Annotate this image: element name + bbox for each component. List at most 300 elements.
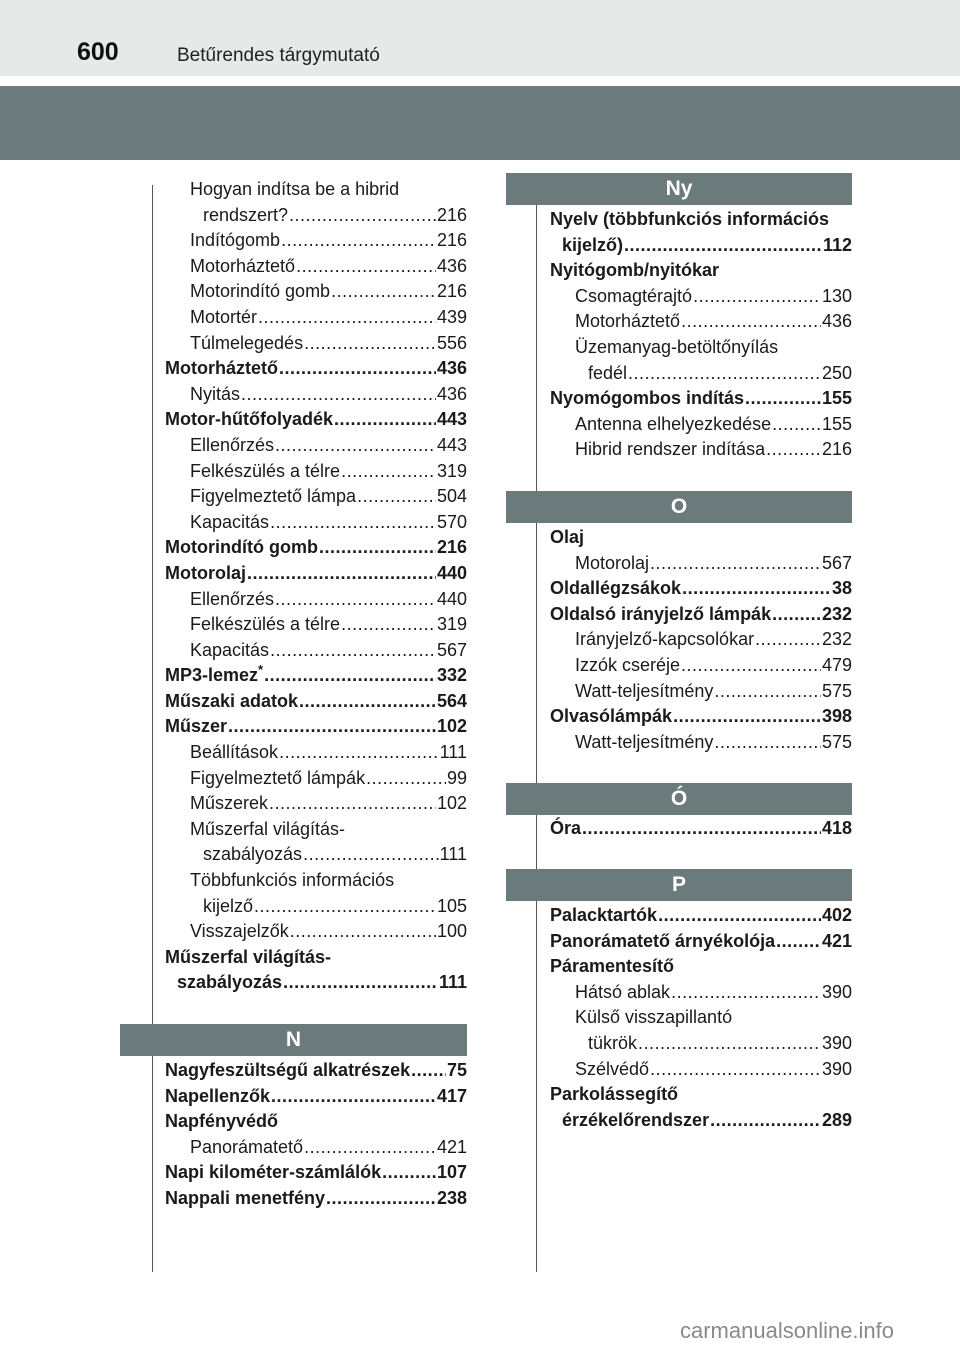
page-reference: 575 [821,680,852,701]
page-reference: 567 [821,552,852,573]
dot-leader [776,929,821,955]
entry-term [203,842,302,868]
entry-text: Parkolássegítő [550,1084,679,1105]
entry-text: Műszerek [190,793,269,814]
entry-text: Visszajelzők [190,921,289,942]
index-subentry [165,228,467,254]
index-entry [550,903,852,929]
index-entry [165,714,467,740]
page-reference: 504 [436,486,467,507]
page-reference: 443 [436,434,467,455]
index-subentry [165,791,467,817]
index-subentry [165,459,467,485]
entry-term [190,459,340,485]
entry-term [575,1005,732,1031]
dot-leader [283,970,438,996]
dot-leader [772,412,821,438]
entry-term [190,612,340,638]
dot-leader [628,361,821,387]
entry-term [190,817,345,843]
entry-text: Motorindító gomb [190,281,331,302]
entry-term [550,602,771,628]
index-subentry [165,638,467,664]
dot-leader [673,704,821,730]
entry-term [165,663,263,689]
page-reference: 556 [436,332,467,353]
entry-text: Olvasólámpák [550,706,673,727]
index-subentry [550,980,852,1006]
entry-term [562,233,623,259]
page-reference: 130 [821,285,852,306]
page-reference: 155 [821,413,852,434]
entry-text: MP3-lemez [165,665,259,686]
section-header-n [120,1024,467,1056]
entry-term [190,484,356,510]
page-reference: 440 [436,588,467,609]
page-reference: 216 [436,230,467,251]
entry-term [190,254,295,280]
dot-leader [290,919,436,945]
watermark: carmanualsonline.info [680,1318,895,1343]
page-reference: 216 [436,281,467,302]
index-subentry [550,309,852,335]
entry-term [575,284,692,310]
index-subentry [165,766,467,792]
index-subentry [165,331,467,357]
index-subentry [165,279,467,305]
entry-term [190,382,240,408]
entry-text: Napellenzők [165,1085,271,1106]
index-entry [550,207,852,233]
entry-text: Panorámatető [190,1136,304,1157]
page-reference: 443 [436,409,467,430]
index-subentry [165,484,467,510]
dot-leader [357,484,436,510]
entry-text: Kapacitás [190,511,270,532]
entry-text: fedél [588,362,628,383]
index-entry [550,602,852,628]
dot-leader [650,1057,821,1083]
dot-leader [671,980,821,1006]
entry-term [550,1082,678,1108]
entry-term [550,954,674,980]
index-entry [550,954,852,980]
entry-term [165,1186,325,1212]
dot-leader [693,284,821,310]
dot-leader [341,459,436,485]
dot-leader [304,1135,436,1161]
page-reference: 238 [436,1187,467,1208]
dot-leader [241,382,436,408]
index-entry [165,356,467,382]
dot-leader [247,561,436,587]
entry-term [550,525,584,551]
entry-text: rendszert? [203,204,289,225]
page-reference: 421 [436,1136,467,1157]
index-block-continued [165,177,467,996]
index-block-o-acute [550,816,852,842]
dot-leader [254,894,436,920]
entry-text: érzékelőrendszer [562,1109,710,1130]
entry-term [550,903,657,929]
entry-term [190,919,289,945]
index-entry [165,1109,467,1135]
page-reference: 439 [436,306,467,327]
dot-leader [281,228,436,254]
page-reference: 390 [821,1058,852,1079]
entry-text: Hibrid rendszer indítása [575,439,766,460]
index-subentry [550,627,852,653]
entry-term [190,740,278,766]
entry-text: Motor-hűtőfolyadék [165,409,333,430]
dot-leader [714,679,821,705]
page-number: 600 [77,38,119,66]
page-reference: 232 [821,603,852,624]
index-entry [550,233,852,259]
index-entry [550,525,852,551]
dot-leader [650,551,821,577]
dot-leader [411,1058,446,1084]
page-reference: 332 [436,665,467,686]
entry-term [575,437,765,463]
dot-leader [638,1031,821,1057]
index-block-ny [550,207,852,463]
entry-term [575,551,649,577]
entry-term [588,361,627,387]
index-entry [165,945,467,971]
page-reference: 111 [438,972,467,993]
page-reference: 99 [446,767,467,788]
entry-text: Palacktartók [550,905,658,925]
entry-text: Nyitás [190,383,241,404]
dot-leader [681,653,821,679]
entry-text: Óra [550,818,582,838]
entry-text: Nyitógomb/nyitókar [550,260,720,281]
index-subentry [165,868,467,894]
entry-term [165,714,227,740]
page-reference: 112 [822,234,852,255]
entry-term [165,561,246,587]
entry-text: Watt-teljesítmény [575,680,714,701]
entry-text: Napfényvédő [165,1111,279,1132]
entry-term [575,412,771,438]
page-reference: 232 [821,629,852,650]
page-reference: 564 [436,690,467,711]
entry-text: Watt-teljesítmény [575,731,714,752]
entry-term [190,228,280,254]
entry-text: Oldalsó irányjelző lámpák [550,603,772,624]
dot-leader [658,903,821,929]
entry-text: Műszaki adatok [165,690,299,711]
page-reference: 107 [436,1162,467,1183]
page-reference: 216 [436,204,467,225]
index-entry [165,1186,467,1212]
index-entry [550,386,852,412]
index-subentry [165,254,467,280]
page-reference: 250 [821,362,852,383]
dot-leader [772,602,821,628]
page-reference: 319 [436,460,467,481]
entry-term [550,929,775,955]
entry-text: Indítógomb [190,230,281,251]
entry-term [575,1057,649,1083]
entry-term [190,305,257,331]
entry-text: Napi kilométer-számlálók [165,1162,382,1183]
dot-leader [755,627,821,653]
section-header-p [506,869,852,901]
index-entry [550,704,852,730]
index-entry [550,1108,852,1134]
index-subentry [550,653,852,679]
section-letter: P [671,873,686,896]
section-header-o [506,491,852,523]
entry-text: Felkészülés a télre [190,614,341,635]
page-reference: 417 [436,1085,467,1106]
entry-term [165,407,333,433]
entry-text: Műszer [165,716,228,737]
dot-leader [681,309,821,335]
index-entry [550,258,852,284]
entry-text: Szélvédő [575,1058,650,1079]
entry-text: Kapacitás [190,639,270,660]
column-divider-left [152,185,153,1272]
entry-term [165,1058,410,1084]
dot-leader [745,386,821,412]
page-reference: 570 [436,511,467,532]
dot-leader [279,356,436,382]
page-reference: 216 [436,537,467,558]
index-entry [550,576,852,602]
entry-text: Figyelmeztető lámpák [190,767,366,788]
dot-leader [270,510,436,536]
index-subentry [550,1005,852,1031]
page-reference: 102 [436,716,467,737]
index-subentry [165,382,467,408]
index-subentry [165,433,467,459]
entry-term [575,335,778,361]
entry-term [588,1031,637,1057]
section-header-ny [506,173,852,205]
page-reference: 436 [436,255,467,276]
entry-text: Ellenőrzés [190,588,275,609]
entry-text: Izzók cseréje [575,654,681,675]
index-subentry [550,412,852,438]
dot-leader [766,437,821,463]
index-entry [165,663,467,689]
section-header-o-acute [506,783,852,815]
dot-leader [275,433,436,459]
entry-term [575,627,754,653]
dot-leader [341,612,436,638]
entry-text: Beállítások [190,742,279,763]
page-reference: 111 [439,742,467,763]
entry-term [575,653,680,679]
index-subentry [165,587,467,613]
page-reference: 567 [436,639,467,660]
dot-leader [271,1084,436,1110]
dot-leader [624,233,822,259]
index-subentry [550,361,852,387]
section-letter: Ó [670,787,688,810]
entry-term [550,704,672,730]
entry-text: Üzemanyag-betöltőnyílás [575,336,779,357]
dot-leader [275,587,436,613]
entry-term [550,816,581,842]
entry-text: Többfunkciós információs [190,870,395,891]
entry-text: Motorolaj [575,552,650,573]
entry-term [165,1084,270,1110]
dot-leader [682,576,831,602]
entry-term [190,791,268,817]
index-block-p [550,903,852,1133]
entry-text: Olaj [550,527,585,547]
page-reference: 390 [821,1032,852,1053]
page-reference: 436 [436,358,467,379]
page-reference: 102 [436,793,467,814]
page-title: Betűrendes tárgymutató [177,45,380,66]
entry-term [190,638,269,664]
page-reference: 390 [821,981,852,1002]
entry-term [550,207,829,233]
index-subentry [550,551,852,577]
index-subentry [550,679,852,705]
dot-leader [714,730,821,756]
entry-text: Figyelmeztető lámpa [190,486,357,507]
entry-text: Hátsó ablak [575,981,671,1002]
dot-leader [296,254,436,280]
entry-term [190,1135,303,1161]
index-block-n [165,1058,467,1212]
entry-text: kijelző) [562,234,624,255]
index-subentry [165,177,467,203]
entry-term [550,576,681,602]
index-subentry [165,919,467,945]
index-entry [165,1058,467,1084]
entry-text: Panorámatető árnyékolója [550,930,776,951]
entry-text: Nappali menetfény [165,1187,326,1208]
page-reference: 440 [436,562,467,583]
dot-leader [710,1108,821,1134]
section-letter: Ny [665,177,693,200]
index-entry [550,816,852,842]
index-subentry [165,842,467,868]
page-reference: 436 [436,383,467,404]
entry-term [575,980,670,1006]
index-entry [165,970,467,996]
entry-text: Oldallégzsákok [550,578,682,599]
page-reference: 75 [446,1060,467,1080]
index-entry [165,1160,467,1186]
index-entry [165,561,467,587]
entry-term [165,535,318,561]
header-band [0,86,960,160]
dot-leader [258,305,436,331]
entry-term [165,1160,381,1186]
entry-text: szabályozás [177,972,283,993]
entry-text: Műszerfal világítás- [190,818,346,839]
entry-text: Külső visszapillantó [575,1007,733,1028]
index-block-o [550,525,852,755]
entry-term [203,203,288,229]
entry-term [177,970,282,996]
entry-text: Nyomógombos indítás [550,388,745,409]
section-letter: O [670,495,688,518]
index-subentry [165,894,467,920]
entry-text: kijelző [203,895,254,916]
entry-text: Műszerfal világítás- [165,946,332,967]
entry-term [190,279,330,305]
entry-term [165,689,298,715]
dot-leader [228,714,436,740]
page-reference: 289 [821,1109,852,1130]
dot-leader [304,331,436,357]
entry-term [190,766,365,792]
page-reference: 398 [821,706,852,727]
entry-text: Túlmelegedés [190,332,304,353]
entry-text: Motortér [190,306,258,327]
entry-text: szabályozás [203,844,303,865]
entry-term [550,386,744,412]
entry-term [165,1109,278,1135]
page-reference: 100 [436,921,467,942]
entry-text: Motorolaj [165,562,246,583]
index-entry [165,535,467,561]
index-subentry [550,284,852,310]
entry-term [190,510,269,536]
dot-leader [303,842,439,868]
dot-leader [366,766,446,792]
entry-term [575,730,713,756]
entry-text: Páramentesítő [550,956,675,977]
entry-term [190,177,399,203]
entry-text: Motorháztető [190,255,296,276]
entry-term [203,894,253,920]
page-reference: 418 [821,818,852,838]
index-subentry [165,203,467,229]
page-reference: 402 [821,905,852,925]
index-subentry [165,817,467,843]
entry-term [190,433,274,459]
entry-text: Hogyan indítsa be a hibrid [190,179,400,199]
dot-leader [334,407,436,433]
page-reference: 105 [436,895,467,916]
index-entry [165,1084,467,1110]
entry-term [190,587,274,613]
page-reference: 436 [821,311,852,332]
entry-text: Motorháztető [575,311,681,332]
entry-text: Felkészülés a télre [190,460,341,481]
entry-text: tükrök [588,1032,638,1053]
dot-leader [382,1160,436,1186]
index-subentry [165,510,467,536]
index-subentry [165,612,467,638]
index-subentry [550,730,852,756]
entry-term [550,258,719,284]
entry-term [190,331,303,357]
index-subentry [550,1057,852,1083]
column-divider-right [536,205,537,1272]
page-reference: 216 [821,439,852,460]
index-subentry [165,740,467,766]
page-reference: 575 [821,731,852,752]
dot-leader [264,663,436,689]
page-reference: 421 [821,930,852,951]
section-letter: N [285,1028,302,1051]
index-entry [550,1082,852,1108]
entry-text: Nagyfeszültségű alkatrészek [165,1060,411,1080]
entry-term [575,309,680,335]
page-reference: 319 [436,614,467,635]
